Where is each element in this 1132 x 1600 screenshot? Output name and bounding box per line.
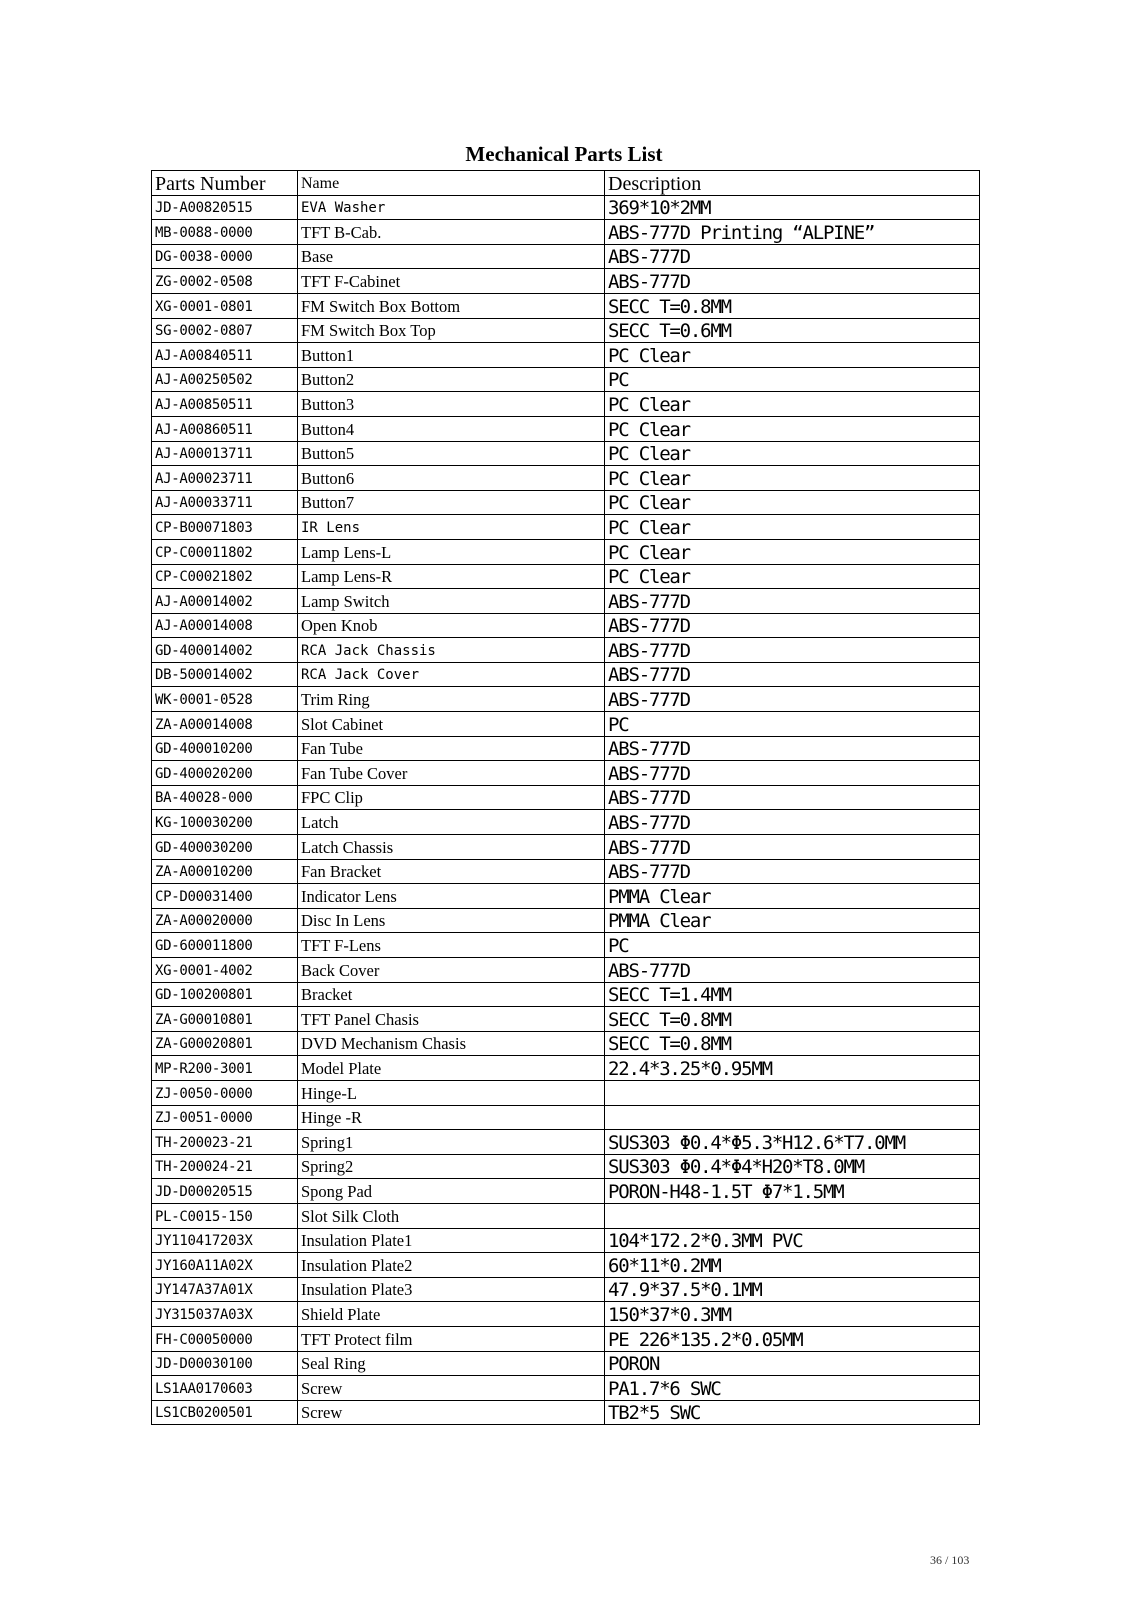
part-number-cell: ZA-A00014008 — [152, 712, 298, 737]
part-description-cell: ABS-777D — [605, 835, 980, 860]
part-number-cell: CP-C00011802 — [152, 539, 298, 564]
part-number-cell: GD-400020200 — [152, 761, 298, 786]
part-description-cell: 369*10*2MM — [605, 195, 980, 220]
part-description-cell — [605, 1105, 980, 1130]
table-row — [152, 933, 980, 958]
part-name-cell: FPC Clip — [298, 785, 605, 810]
part-name-cell: Model Plate — [298, 1056, 605, 1081]
part-description-cell: PC Clear — [605, 564, 980, 589]
table-row — [152, 244, 980, 269]
part-description-cell: ABS-777D — [605, 589, 980, 614]
part-name-cell: Disc In Lens — [298, 908, 605, 933]
part-name-cell: Slot Cabinet — [298, 712, 605, 737]
table-row — [152, 712, 980, 737]
table-row — [152, 1302, 980, 1327]
page-title: Mechanical Parts List — [465, 142, 663, 166]
table-row — [152, 1179, 980, 1204]
part-name-cell: Insulation Plate1 — [298, 1228, 605, 1253]
table-header-row — [152, 171, 980, 196]
parts-table — [151, 170, 980, 1425]
part-description-cell: PC Clear — [605, 416, 980, 441]
header-name: Name — [298, 171, 605, 196]
part-description-cell: SECC T=1.4MM — [605, 982, 980, 1007]
table-row — [152, 958, 980, 983]
table-row — [152, 1228, 980, 1253]
part-description-cell: SUS303 Φ0.4*Φ5.3*H12.6*T7.0MM — [605, 1130, 980, 1155]
part-name-cell: Button1 — [298, 343, 605, 368]
table-row — [152, 195, 980, 220]
part-name-cell: Fan Tube Cover — [298, 761, 605, 786]
part-name-cell: Indicator Lens — [298, 884, 605, 909]
part-name-cell: Button3 — [298, 392, 605, 417]
part-number-cell: LS1CB0200501 — [152, 1400, 298, 1425]
part-description-cell: PMMA Clear — [605, 908, 980, 933]
header-description: Description — [605, 171, 980, 196]
part-description-cell: TB2*5 SWC — [605, 1400, 980, 1425]
table-row — [152, 1326, 980, 1351]
part-name-cell: Spring1 — [298, 1130, 605, 1155]
part-name-cell: Lamp Lens-R — [298, 564, 605, 589]
part-name-cell: Spong Pad — [298, 1179, 605, 1204]
table-row — [152, 835, 980, 860]
part-description-cell: ABS-777D — [605, 785, 980, 810]
part-description-cell: 104*172.2*0.3MM PVC — [605, 1228, 980, 1253]
part-description-cell: 60*11*0.2MM — [605, 1253, 980, 1278]
part-number-cell: CP-B00071803 — [152, 515, 298, 540]
part-description-cell: 22.4*3.25*0.95MM — [605, 1056, 980, 1081]
part-description-cell: PC Clear — [605, 392, 980, 417]
part-description-cell: ABS-777D — [605, 687, 980, 712]
part-number-cell: AJ-A00014008 — [152, 613, 298, 638]
table-row — [152, 343, 980, 368]
table-row — [152, 638, 980, 663]
part-number-cell: ZA-G00010801 — [152, 1007, 298, 1032]
table-row — [152, 1277, 980, 1302]
table-row — [152, 687, 980, 712]
part-number-cell: JD-A00820515 — [152, 195, 298, 220]
part-name-cell: TFT F-Cabinet — [298, 269, 605, 294]
table-row — [152, 859, 980, 884]
part-name-cell: Shield Plate — [298, 1302, 605, 1327]
part-number-cell: AJ-A00023711 — [152, 466, 298, 491]
table-row — [152, 1130, 980, 1155]
part-name-cell: Insulation Plate2 — [298, 1253, 605, 1278]
part-number-cell: AJ-A00860511 — [152, 416, 298, 441]
part-number-cell: CP-C00021802 — [152, 564, 298, 589]
table-row — [152, 367, 980, 392]
table-row — [152, 490, 980, 515]
table-row — [152, 589, 980, 614]
part-number-cell: MP-R200-3001 — [152, 1056, 298, 1081]
part-number-cell: ZA-G00020801 — [152, 1031, 298, 1056]
part-number-cell: KG-100030200 — [152, 810, 298, 835]
table-row — [152, 810, 980, 835]
part-description-cell: PC Clear — [605, 343, 980, 368]
table-row — [152, 564, 980, 589]
table-row — [152, 1056, 980, 1081]
table-row — [152, 982, 980, 1007]
table-row — [152, 318, 980, 343]
part-description-cell — [605, 1203, 980, 1228]
part-name-cell: Screw — [298, 1376, 605, 1401]
part-description-cell: ABS-777D — [605, 638, 980, 663]
part-name-cell: Latch Chassis — [298, 835, 605, 860]
part-description-cell: PORON — [605, 1351, 980, 1376]
table-row — [152, 515, 980, 540]
part-number-cell: SG-0002-0807 — [152, 318, 298, 343]
part-number-cell: TH-200024-21 — [152, 1154, 298, 1179]
part-number-cell: ZA-A00010200 — [152, 859, 298, 884]
part-name-cell: Button7 — [298, 490, 605, 515]
part-name-cell: Hinge -R — [298, 1105, 605, 1130]
part-number-cell: TH-200023-21 — [152, 1130, 298, 1155]
part-description-cell: PC Clear — [605, 515, 980, 540]
part-description-cell: PC Clear — [605, 441, 980, 466]
part-name-cell: Fan Bracket — [298, 859, 605, 884]
part-number-cell: AJ-A00033711 — [152, 490, 298, 515]
table-row — [152, 613, 980, 638]
part-number-cell: JD-D00020515 — [152, 1179, 298, 1204]
part-number-cell: AJ-A00840511 — [152, 343, 298, 368]
part-description-cell: PC — [605, 712, 980, 737]
part-number-cell: GD-400030200 — [152, 835, 298, 860]
part-description-cell: PA1.7*6 SWC — [605, 1376, 980, 1401]
table-row — [152, 416, 980, 441]
part-description-cell: 47.9*37.5*0.1MM — [605, 1277, 980, 1302]
part-name-cell: DVD Mechanism Chasis — [298, 1031, 605, 1056]
part-name-cell: TFT B-Cab. — [298, 220, 605, 245]
table-row — [152, 908, 980, 933]
part-name-cell: TFT Protect film — [298, 1326, 605, 1351]
part-name-cell: FM Switch Box Bottom — [298, 293, 605, 318]
table-row — [152, 1203, 980, 1228]
part-description-cell: ABS-777D Printing “ALPINE” — [605, 220, 980, 245]
part-name-cell: Spring2 — [298, 1154, 605, 1179]
part-name-cell: Back Cover — [298, 958, 605, 983]
table-row — [152, 1007, 980, 1032]
part-name-cell: Lamp Switch — [298, 589, 605, 614]
part-description-cell: ABS-777D — [605, 662, 980, 687]
part-name-cell: Base — [298, 244, 605, 269]
part-description-cell: PC — [605, 933, 980, 958]
part-description-cell: ABS-777D — [605, 761, 980, 786]
part-number-cell: AJ-A00013711 — [152, 441, 298, 466]
part-number-cell: DG-0038-0000 — [152, 244, 298, 269]
part-number-cell: GD-600011800 — [152, 933, 298, 958]
part-description-cell: ABS-777D — [605, 244, 980, 269]
table-row — [152, 785, 980, 810]
part-name-cell: Open Knob — [298, 613, 605, 638]
part-description-cell: PC Clear — [605, 466, 980, 491]
part-number-cell: DB-500014002 — [152, 662, 298, 687]
part-description-cell: PC Clear — [605, 539, 980, 564]
part-description-cell: PC Clear — [605, 490, 980, 515]
part-description-cell: ABS-777D — [605, 269, 980, 294]
table-row — [152, 736, 980, 761]
part-number-cell: XG-0001-0801 — [152, 293, 298, 318]
table-row — [152, 441, 980, 466]
part-number-cell: ZG-0002-0508 — [152, 269, 298, 294]
part-description-cell: SECC T=0.8MM — [605, 1031, 980, 1056]
part-name-cell: RCA Jack Cover — [298, 662, 605, 687]
part-name-cell: Hinge-L — [298, 1080, 605, 1105]
part-number-cell: GD-100200801 — [152, 982, 298, 1007]
table-row — [152, 1400, 980, 1425]
part-name-cell: FM Switch Box Top — [298, 318, 605, 343]
part-number-cell: GD-400010200 — [152, 736, 298, 761]
part-number-cell: ZJ-0050-0000 — [152, 1080, 298, 1105]
part-description-cell: SECC T=0.8MM — [605, 293, 980, 318]
part-number-cell: XG-0001-4002 — [152, 958, 298, 983]
part-name-cell: Button2 — [298, 367, 605, 392]
part-number-cell: CP-D00031400 — [152, 884, 298, 909]
table-row — [152, 1376, 980, 1401]
part-description-cell: ABS-777D — [605, 736, 980, 761]
table-row — [152, 269, 980, 294]
part-number-cell: AJ-A00250502 — [152, 367, 298, 392]
table-row — [152, 392, 980, 417]
part-number-cell: ZJ-0051-0000 — [152, 1105, 298, 1130]
table-row — [152, 1105, 980, 1130]
part-name-cell: RCA Jack Chassis — [298, 638, 605, 663]
part-number-cell: AJ-A00850511 — [152, 392, 298, 417]
page-number: 36 / 103 — [930, 1553, 970, 1567]
part-description-cell: ABS-777D — [605, 810, 980, 835]
part-description-cell: SECC T=0.6MM — [605, 318, 980, 343]
part-description-cell: PORON-H48-1.5T Φ7*1.5MM — [605, 1179, 980, 1204]
part-number-cell: ZA-A00020000 — [152, 908, 298, 933]
part-number-cell: JY110417203X — [152, 1228, 298, 1253]
part-number-cell: MB-0088-0000 — [152, 220, 298, 245]
header-parts-number: Parts Number — [152, 171, 298, 196]
part-number-cell: LS1AA0170603 — [152, 1376, 298, 1401]
table-row — [152, 466, 980, 491]
part-name-cell: Fan Tube — [298, 736, 605, 761]
part-number-cell: WK-0001-0528 — [152, 687, 298, 712]
part-description-cell: SECC T=0.8MM — [605, 1007, 980, 1032]
part-description-cell: ABS-777D — [605, 613, 980, 638]
table-row — [152, 1253, 980, 1278]
table-row — [152, 662, 980, 687]
part-name-cell: Lamp Lens-L — [298, 539, 605, 564]
part-name-cell: TFT F-Lens — [298, 933, 605, 958]
part-number-cell: PL-C0015-150 — [152, 1203, 298, 1228]
part-number-cell: FH-C00050000 — [152, 1326, 298, 1351]
part-description-cell — [605, 1080, 980, 1105]
part-name-cell: Button4 — [298, 416, 605, 441]
part-name-cell: Insulation Plate3 — [298, 1277, 605, 1302]
part-number-cell: JD-D00030100 — [152, 1351, 298, 1376]
part-name-cell: Trim Ring — [298, 687, 605, 712]
parts-table-body — [152, 195, 980, 1425]
table-row — [152, 293, 980, 318]
part-number-cell: AJ-A00014002 — [152, 589, 298, 614]
part-description-cell: SUS303 Φ0.4*Φ4*H20*T8.0MM — [605, 1154, 980, 1179]
part-name-cell: Screw — [298, 1400, 605, 1425]
part-description-cell: 150*37*0.3MM — [605, 1302, 980, 1327]
part-name-cell: Latch — [298, 810, 605, 835]
table-row — [152, 220, 980, 245]
part-name-cell: EVA Washer — [298, 195, 605, 220]
part-name-cell: Seal Ring — [298, 1351, 605, 1376]
table-row — [152, 1031, 980, 1056]
part-number-cell: JY160A11A02X — [152, 1253, 298, 1278]
table-row — [152, 1351, 980, 1376]
part-description-cell: PMMA Clear — [605, 884, 980, 909]
part-name-cell: Bracket — [298, 982, 605, 1007]
part-number-cell: JY315037A03X — [152, 1302, 298, 1327]
part-name-cell: TFT Panel Chasis — [298, 1007, 605, 1032]
part-number-cell: JY147A37A01X — [152, 1277, 298, 1302]
table-row — [152, 884, 980, 909]
table-row — [152, 761, 980, 786]
part-number-cell: BA-40028-000 — [152, 785, 298, 810]
table-row — [152, 1080, 980, 1105]
part-name-cell: Button6 — [298, 466, 605, 491]
part-number-cell: GD-400014002 — [152, 638, 298, 663]
table-row — [152, 539, 980, 564]
part-description-cell: ABS-777D — [605, 859, 980, 884]
part-name-cell: Slot Silk Cloth — [298, 1203, 605, 1228]
part-description-cell: PC — [605, 367, 980, 392]
part-description-cell: ABS-777D — [605, 958, 980, 983]
part-name-cell: Button5 — [298, 441, 605, 466]
table-row — [152, 1154, 980, 1179]
part-name-cell: IR Lens — [298, 515, 605, 540]
part-description-cell: PE 226*135.2*0.05MM — [605, 1326, 980, 1351]
